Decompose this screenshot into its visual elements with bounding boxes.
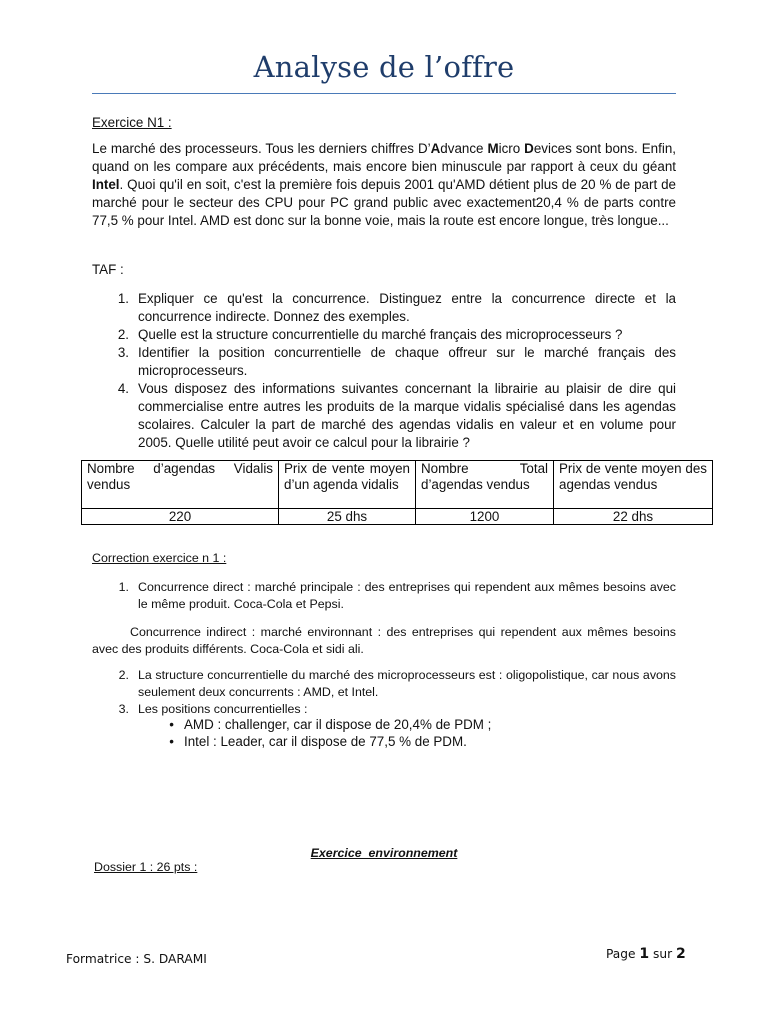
question-text: Identifier la position concurrentielle de chaque offreur sur le marché français des microprocesseurs. xyxy=(138,345,676,378)
correction-text: Concurrence direct : marché principale : des entreprises qui rependent aux mêmes besoins avec le même produit. Coca-Cola et Pepsi. xyxy=(138,580,676,611)
correction-items-2-3 xyxy=(92,667,676,718)
table-header-cell: Nombre d’agendas Vidalis vendus xyxy=(82,461,279,509)
positions-bullet-list xyxy=(138,716,678,750)
dossier-heading: Dossier 1 : 26 pts : xyxy=(94,860,198,874)
question-item xyxy=(92,290,676,326)
correction-text: La structure concurrentielle du marché des microprocesseurs est : oligopolistique, car nous avons seulement deux concurrents : AMD, et Intel. xyxy=(138,668,676,699)
question-item xyxy=(92,344,676,380)
taf-label: TAF : xyxy=(92,262,124,277)
question-text: Vous disposez des informations suivantes concernant la librairie au plaisir de dire qui commercialise entre autres les produits de la marque vidalis spécialisé dans les agendas scolaires. Calculer la part de marché des agendas vidalis en valeur et en volume pour 2005. Quelle utilité peut avoir ce calcul pour la librairie ? xyxy=(138,381,676,450)
correction-item-1 xyxy=(92,579,676,613)
bullet-text: AMD : challenger, car il dispose de 20,4% de PDM ; xyxy=(184,717,492,732)
correction-number: 3. xyxy=(118,702,129,716)
table-header-cell: Prix de vente moyen des agendas vendus xyxy=(554,461,713,509)
question-item xyxy=(92,380,676,452)
table-header-row xyxy=(82,461,713,509)
exercise-1-paragraph: Le marché des processeurs. Tous les derniers chiffres D’Advance Micro Devices sont bons. Enfin, quand on les compare aux précédents, mais encore bien minuscule par rapport à ceux du géant Intel. Quoi qu'il en soit, c'est la première fois depuis 2001 qu'AMD détient plus de 20 % de part de marché pour le secteur des CPU pour PC grand public avec exactement20,4 % de parts contre 77,5 % pour Intel. AMD est donc sur la bonne voie, mais la route est encore longue, très longue... xyxy=(92,141,676,228)
question-number: 3. xyxy=(117,345,129,360)
vidalis-data-table xyxy=(81,460,713,525)
table-header-cell: Nombre Total d’agendas vendus xyxy=(416,461,554,509)
table-header-cell: Prix de vente moyen d’un agenda vidalis xyxy=(279,461,416,509)
question-text: Quelle est la structure concurrentielle du marché français des microprocesseurs ? xyxy=(138,327,623,342)
correction-number: 1. xyxy=(118,580,129,594)
question-item xyxy=(92,326,676,344)
table-cell: 25 dhs xyxy=(279,509,416,525)
correction-indirect-paragraph: Concurrence indirect : marché environnant : des entreprises qui rependent aux mêmes besoins avec des produits différents. Coca-Cola et sidi ali. xyxy=(92,625,676,656)
title-underline xyxy=(92,93,676,94)
question-number: 4. xyxy=(117,381,129,396)
question-number: 2. xyxy=(117,327,129,342)
list-item xyxy=(138,716,678,733)
correction-heading: Correction exercice n 1 : xyxy=(92,551,227,565)
table-cell: 1200 xyxy=(416,509,554,525)
list-item xyxy=(138,733,678,750)
footer-page-number: Page 1 sur 2 xyxy=(606,946,686,962)
questions-list xyxy=(92,290,676,452)
correction-text: Les positions concurrentielles : xyxy=(138,702,308,716)
bullet-icon: • xyxy=(169,734,174,749)
question-text: Expliquer ce qu'est la concurrence. Distinguez entre la concurrence directe et la concurrence indirecte. Donnez des exemples. xyxy=(138,291,676,324)
bullet-icon: • xyxy=(169,717,174,732)
footer-author: Formatrice : S. DARAMI xyxy=(66,952,207,966)
table-cell: 22 dhs xyxy=(554,509,713,525)
table-cell: 220 xyxy=(82,509,279,525)
table-value-row xyxy=(82,509,713,525)
bullet-text: Intel : Leader, car il dispose de 77,5 % de PDM. xyxy=(184,734,467,749)
exercise-environment-heading: Exercice environnement xyxy=(310,846,458,860)
correction-number: 2. xyxy=(118,668,129,682)
exercise-1-heading: Exercice N1 : xyxy=(92,115,172,130)
question-number: 1. xyxy=(117,291,129,306)
page-title: Analyse de l’offre xyxy=(253,50,515,84)
